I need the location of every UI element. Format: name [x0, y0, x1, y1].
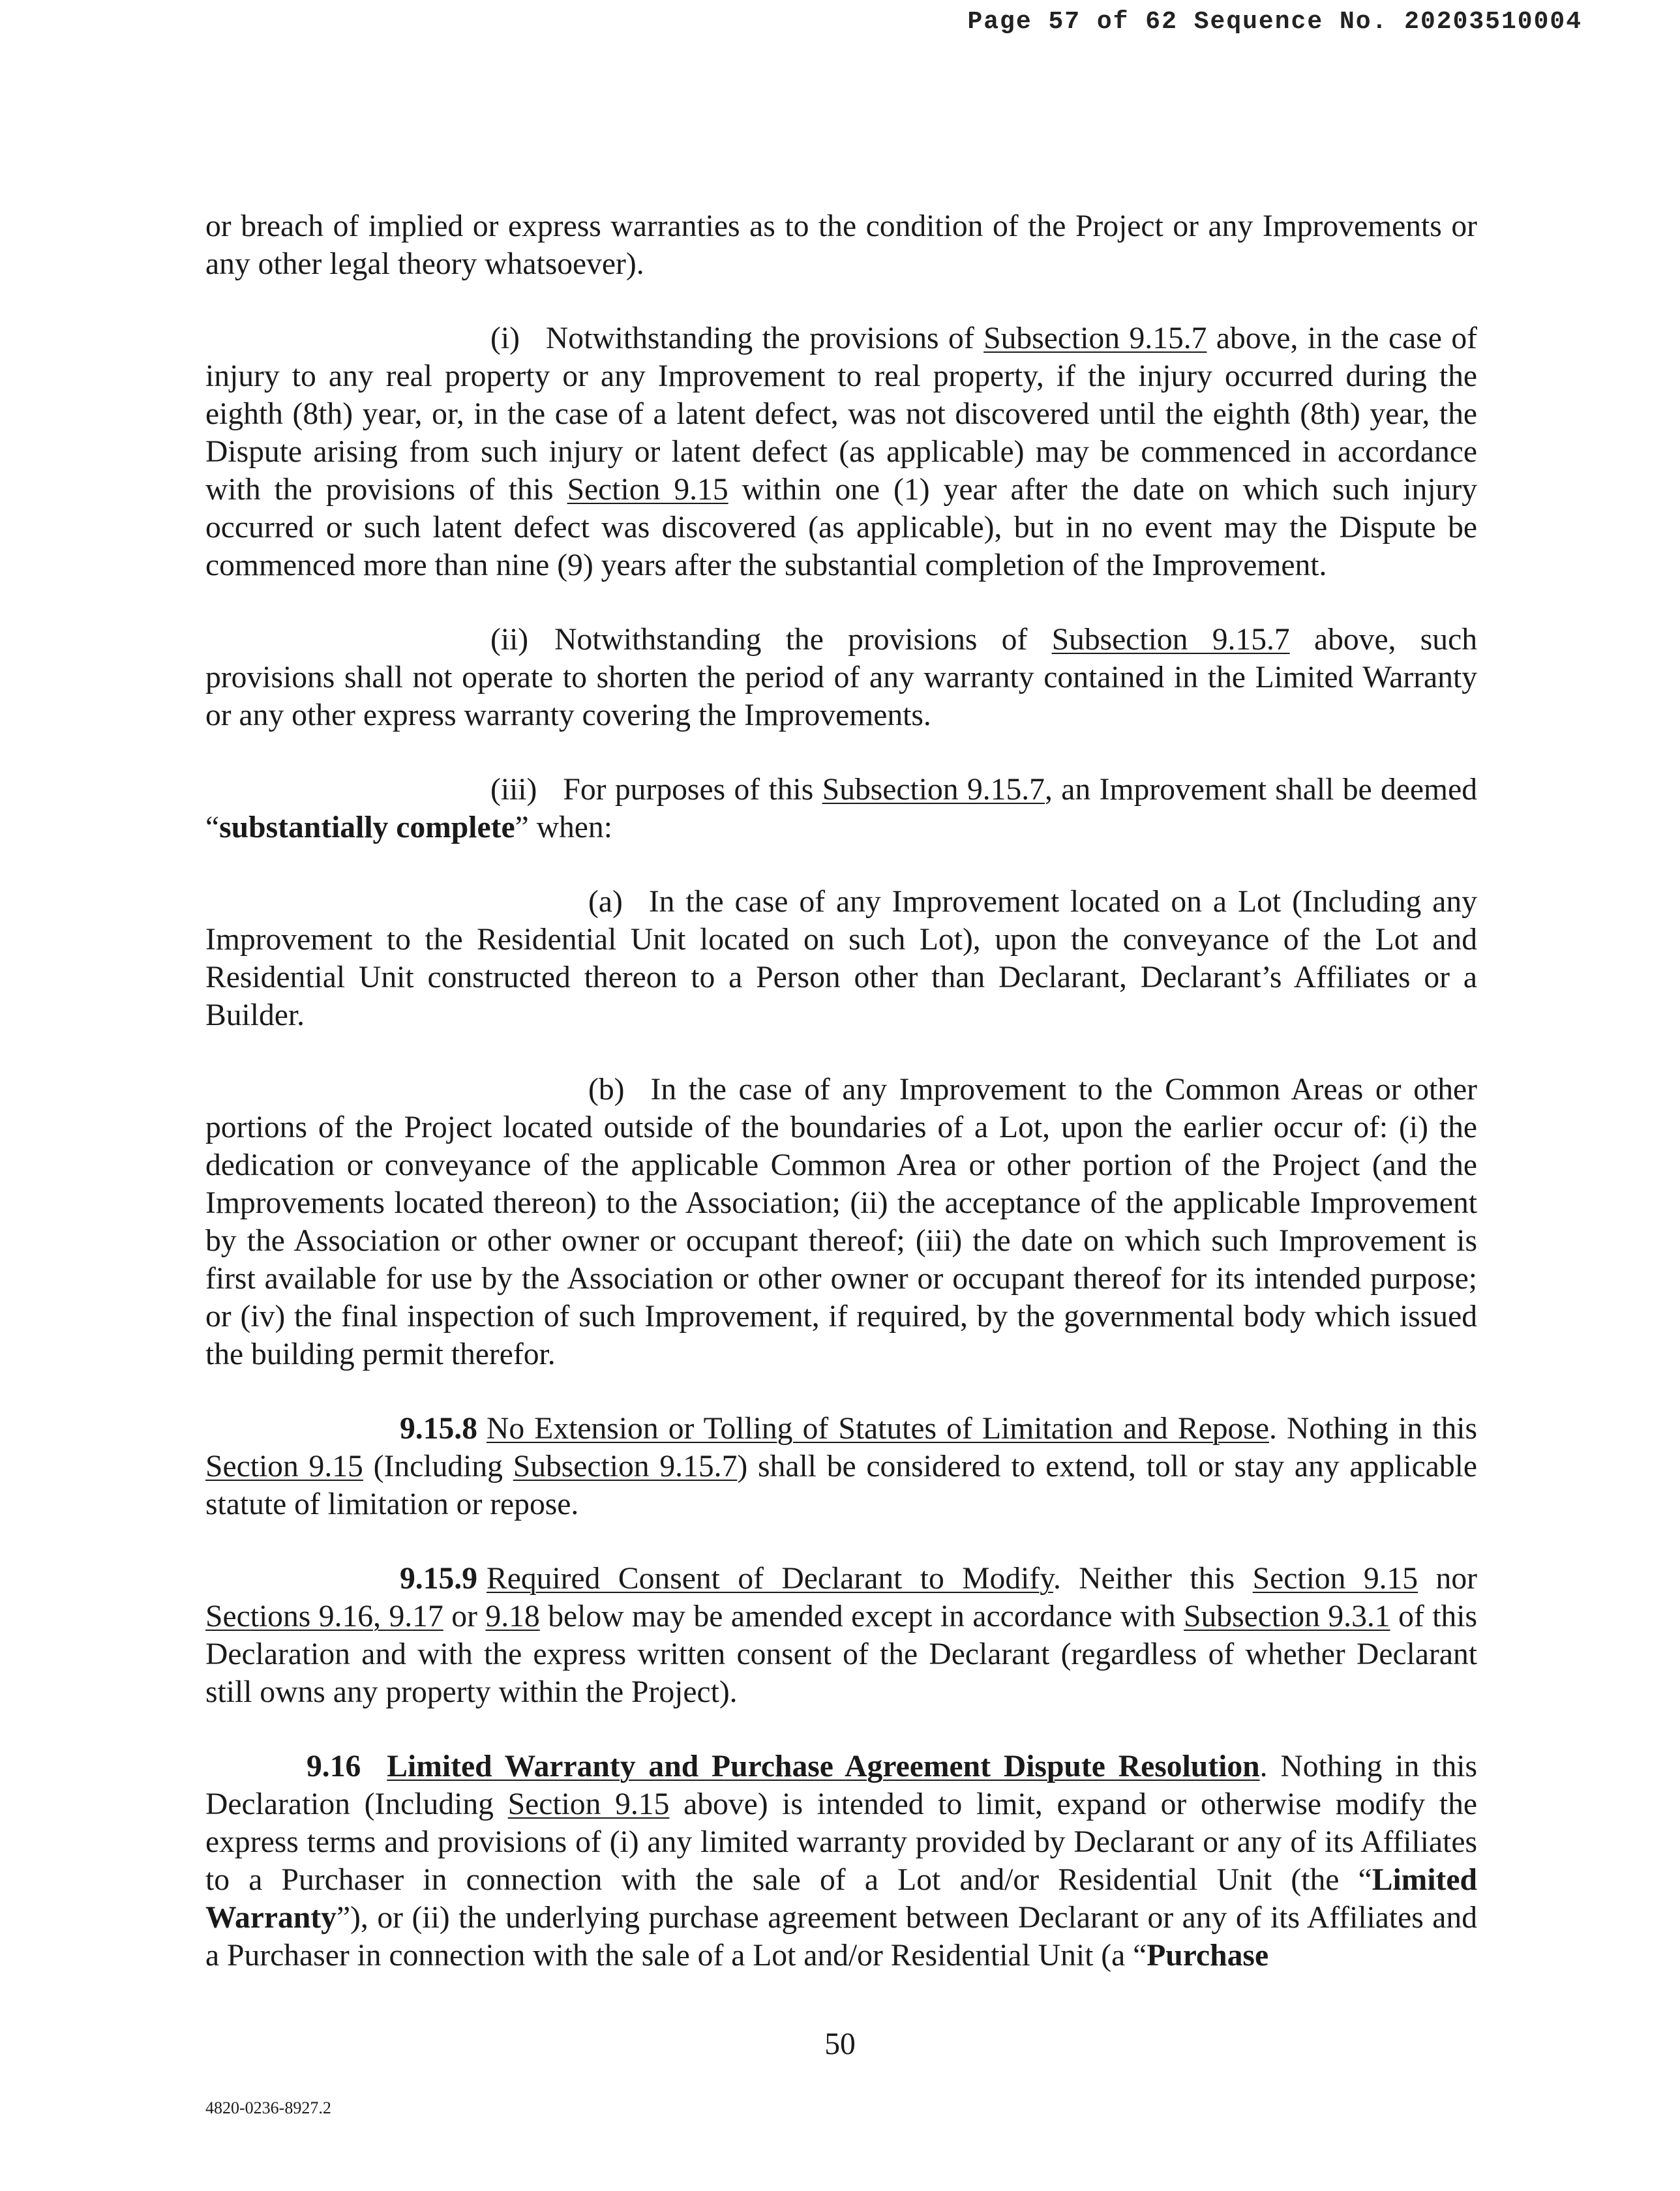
paragraph-text: In the case of any Improvement located on a Lot (Including any Improvement to the Residential Unit located on such Lot), upon the conveyance of the Lot and Residential Unit constructed thereon to a Person other than Declarant, Declarant’s Affiliates or a Builder.	[205, 885, 1477, 1032]
paragraph-text: ”), or (ii) the underlying purchase agreement between Declarant or any of its Affiliates and a Purchaser in connection with the sale of a Lot and/or Residential Unit (a “	[205, 1901, 1477, 1973]
paragraph-text: In the case of any Improvement to the Common Areas or other portions of the Project located outside of the boundaries of a Lot, upon the earlier occur of: (i) the dedication or conveyance of the applicable Common Area or other portion of the Project (and the Improvements located thereon) to the Association; (ii) the acceptance of the applicable Improvement by the Association or other owner or occupant thereof; (iii) the date on which such Improvement is first available for use by the Association or other owner or occupant thereof for its intended purpose; or (iv) the final inspection of such Improvement, if required, by the governmental body which issued the building permit therefor.	[205, 1073, 1477, 1371]
paragraph-text: Notwithstanding the provisions of	[545, 321, 984, 355]
section-title: Required Consent of Declarant to Modify	[486, 1562, 1053, 1596]
section-reference: Section 9.15	[205, 1450, 363, 1483]
paragraph-text: above, in the case of injury to any real property or any Improvement to real property, if the injury occurred during the eighth (8th) year, or, in the case of a latent defect, was not discovered until the eighth (8th) year, the Dispute arising from such injury or latent defect (as applicable) may be commenced in accordance with the provisions of this	[205, 321, 1477, 507]
document-body	[205, 207, 1477, 2011]
paragraph-text: or	[443, 1600, 486, 1633]
subsection-reference: Subsection 9.3.1	[1184, 1600, 1390, 1633]
defined-term: Purchase	[1147, 1939, 1269, 1973]
paragraph-label: (b)	[588, 1073, 625, 1107]
section-reference: Section 9.15	[1252, 1562, 1418, 1596]
defined-term: Limited Warranty	[205, 1863, 1477, 1935]
paragraph-ii	[205, 621, 1477, 734]
paragraph-text: or breach of implied or express warranties as to the condition of the Project or any Improvements or any other legal theory whatsoever).	[205, 209, 1477, 281]
paragraph-text: Notwithstanding the provisions of	[554, 623, 1052, 657]
section-number: 9.16	[307, 1750, 361, 1783]
section-9-16	[205, 1748, 1477, 1975]
paragraph-text: . Neither this	[1053, 1562, 1253, 1596]
paragraph-text: of this Declaration and with the express written consent of the Declarant (regardless of whether Declarant still owns any property within the Project).	[205, 1600, 1477, 1709]
paragraph-text: nor	[1418, 1562, 1477, 1596]
section-reference: Section 9.15	[567, 473, 728, 507]
section-number: 9.15.9	[400, 1562, 477, 1596]
paragraph-text: . Nothing in this Declaration (Including	[205, 1750, 1477, 1821]
paragraph-text: above, such provisions shall not operate to shorten the period of any warranty contained in the Limited Warranty or any other express warranty covering the Improvements.	[205, 623, 1477, 732]
subsection-reference: Subsection 9.15.7	[1051, 623, 1290, 657]
paragraph-text: For purposes of this	[563, 773, 822, 807]
section-9-15-8	[205, 1410, 1477, 1523]
paragraph-label: (a)	[588, 885, 623, 919]
paragraph-text: ” when:	[515, 811, 612, 844]
paragraph-text: above) is intended to limit, expand or otherwise modify the express terms and provisions of (i) any limited warranty provided by Declarant or any of its Affiliates to a Purchaser in connection with the sale of a Lot and/or Residential Unit (the “	[205, 1787, 1478, 1897]
paragraph-b	[205, 1071, 1477, 1373]
paragraph-text: within one (1) year after the date on which such injury occurred or such latent defect was discovered (as applicable), but in no event may the Dispute be commenced more than nine (9) years after the substantial completion of the Improvement.	[205, 473, 1477, 582]
paragraph-label: (iii)	[490, 773, 537, 807]
section-reference: 9.18	[485, 1600, 540, 1633]
paragraph-label: (ii)	[490, 623, 529, 657]
paragraph-text: ) shall be considered to extend, toll or stay any applicable statute of limitation or repose.	[205, 1450, 1477, 1521]
paragraph-continuation	[205, 207, 1477, 283]
section-reference: Sections 9.16, 9.17	[205, 1600, 443, 1633]
paragraph-a	[205, 883, 1477, 1034]
section-number: 9.15.8	[400, 1412, 477, 1446]
defined-term: substantially complete	[219, 811, 515, 844]
paragraph-text: , an Improvement shall be deemed “	[205, 773, 1477, 844]
page-sequence-header: Page 57 of 62 Sequence No. 20203510004	[967, 8, 1582, 36]
subsection-reference: Subsection 9.15.7	[822, 773, 1045, 807]
section-title: Limited Warranty and Purchase Agreement Dispute Resolution	[387, 1750, 1260, 1783]
subsection-reference: Subsection 9.15.7	[983, 321, 1207, 355]
paragraph-text: . Nothing in this	[1268, 1412, 1478, 1446]
paragraph-label: (i)	[490, 321, 520, 355]
paragraph-text: (Including	[363, 1450, 513, 1483]
section-reference: Section 9.15	[507, 1787, 670, 1821]
paragraph-text: below may be amended except in accordance with	[539, 1600, 1184, 1633]
paragraph-i	[205, 320, 1477, 584]
subsection-reference: Subsection 9.15.7	[513, 1450, 738, 1483]
section-title: No Extension or Tolling of Statutes of Limitation and Repose	[486, 1412, 1269, 1446]
page-number: 50	[824, 2027, 856, 2061]
section-9-15-9	[205, 1560, 1477, 1711]
document-id: 4820-0236-8927.2	[205, 2098, 331, 2117]
paragraph-iii	[205, 771, 1477, 846]
